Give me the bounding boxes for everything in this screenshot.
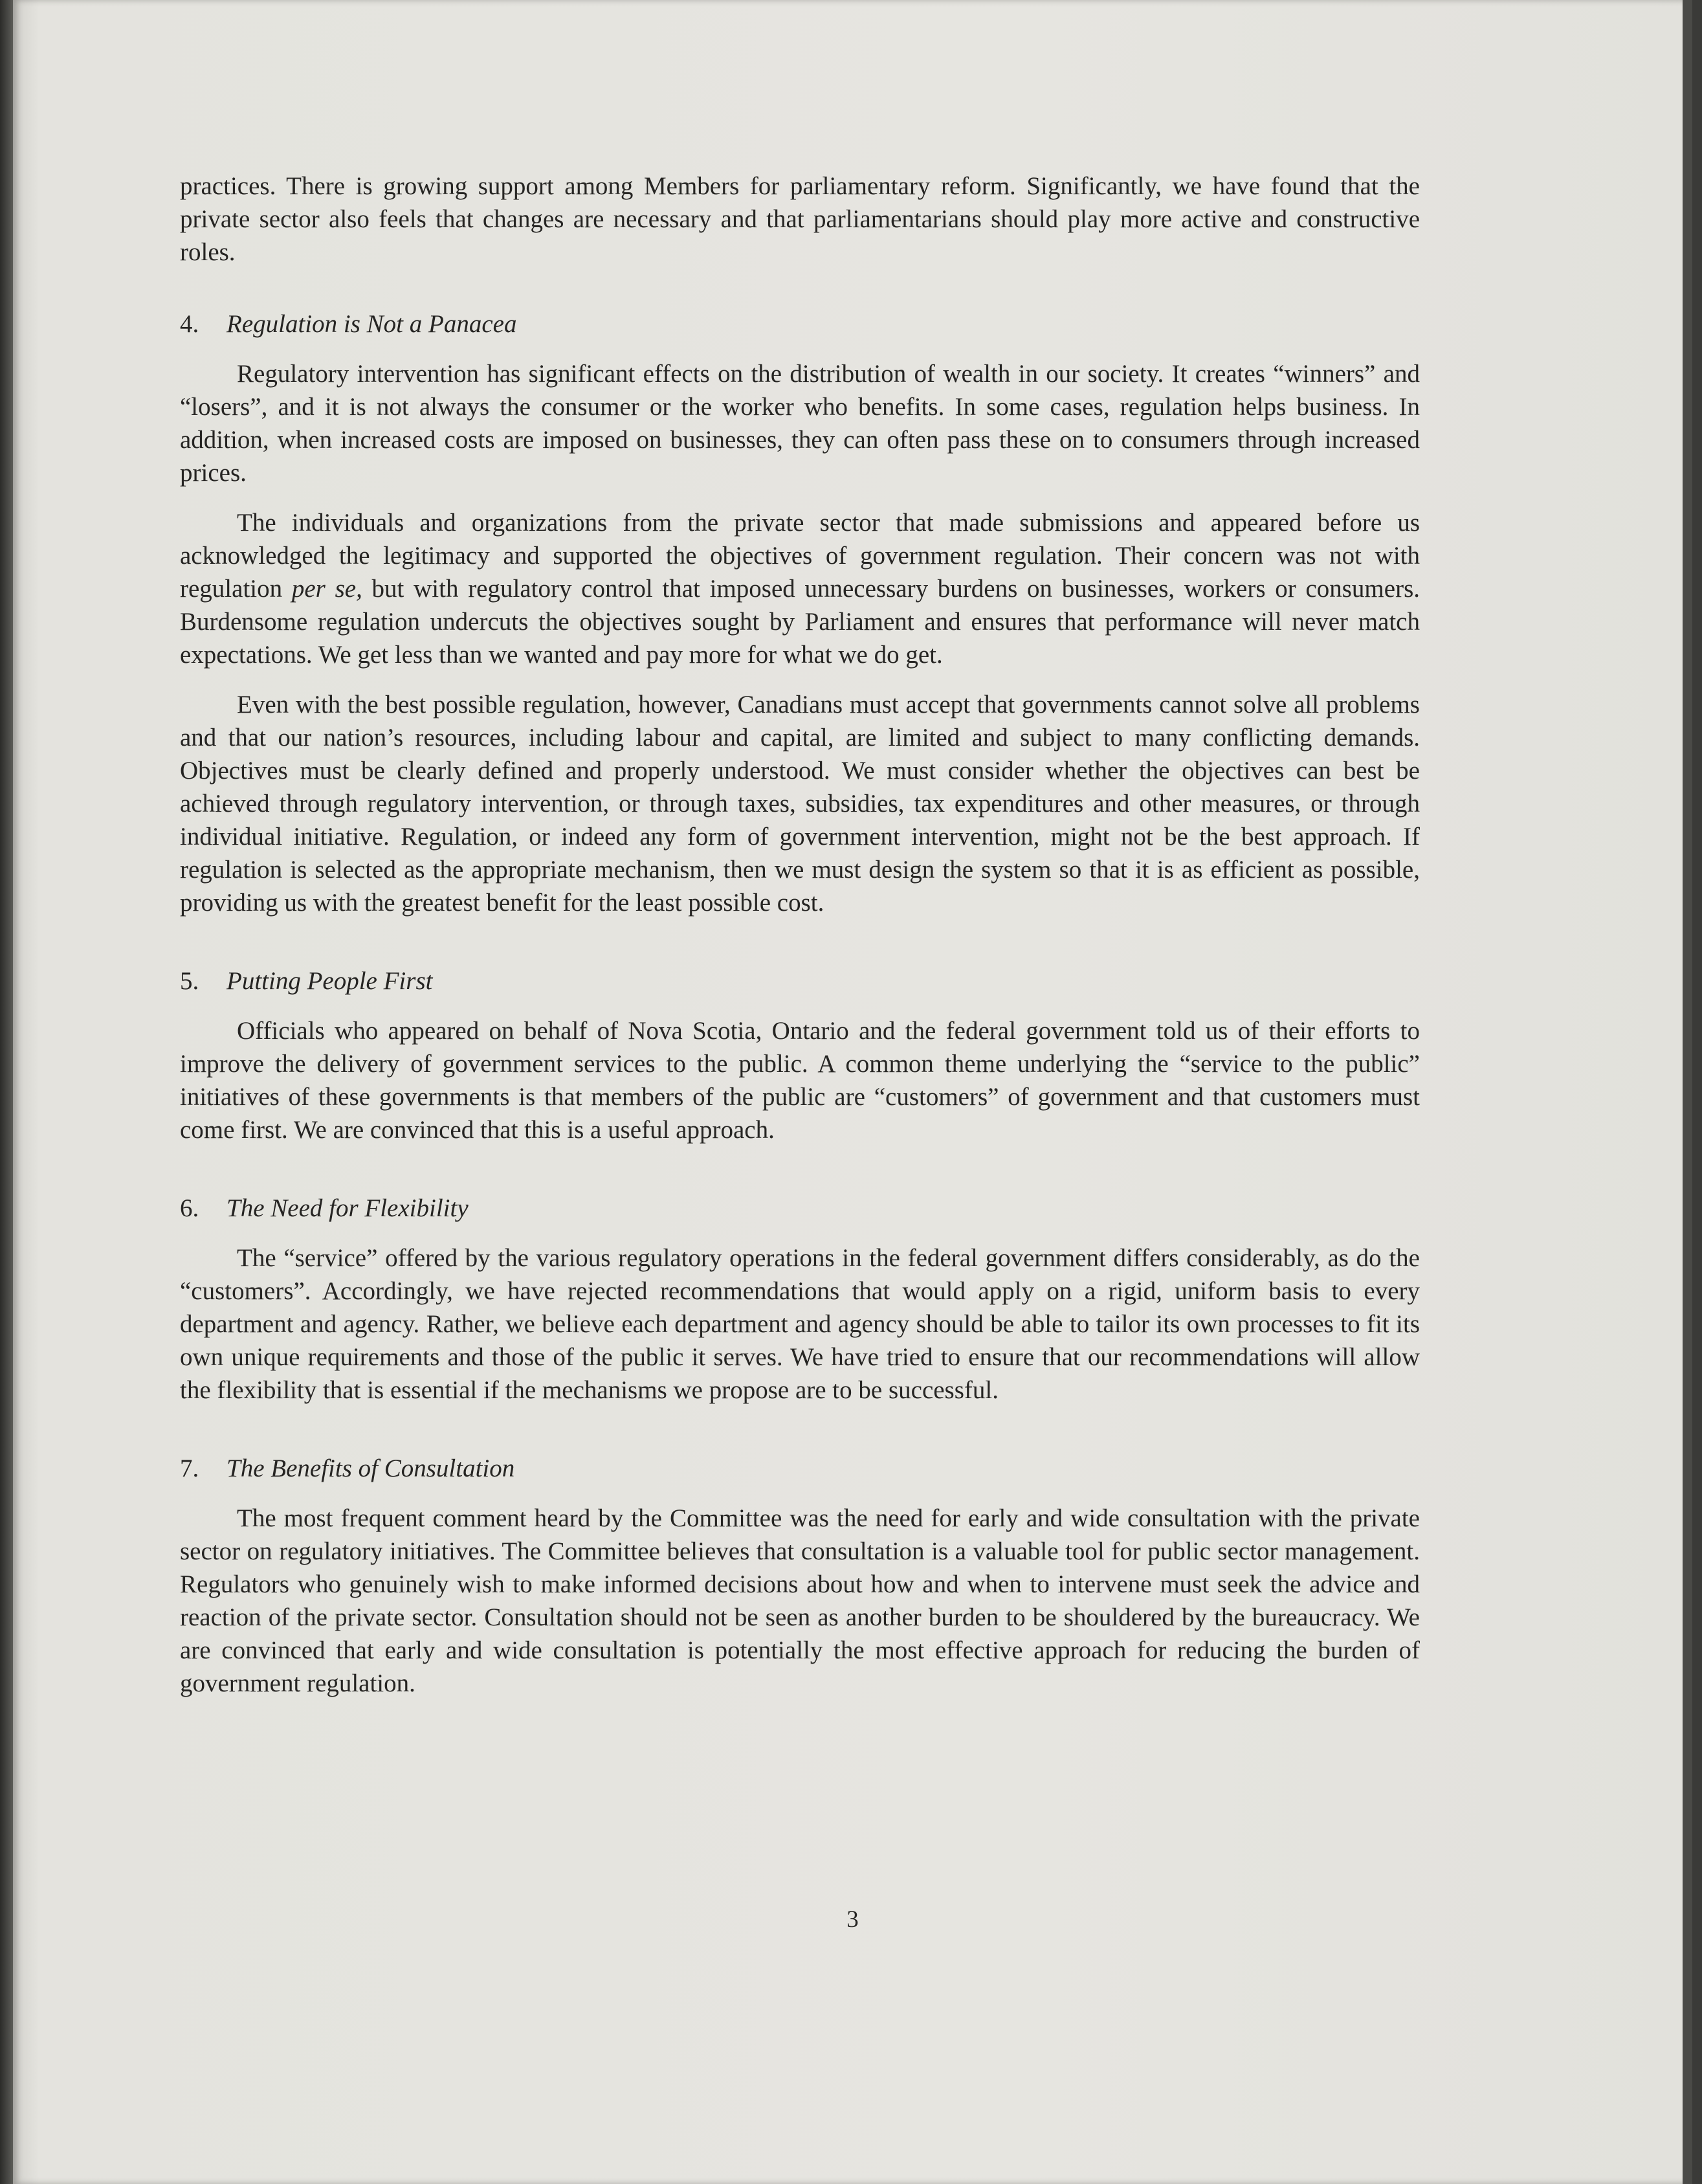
section-title: Regulation is Not a Panacea [227, 310, 517, 338]
paragraph-text: but with regulatory control that imposed unnecessary burdens on businesses, workers or consumers. Burdensome regulation undercuts the objectives sought by Parliament and ensures that performance will never match expectations. We get less than we wanted and pay more for what we do get. [180, 575, 1420, 669]
section-title: Putting People First [227, 967, 433, 995]
section-heading-5 [180, 964, 1420, 997]
section-title: The Need for Flexibility [227, 1194, 469, 1222]
section-6-paragraph-1: The “service” offered by the various regulatory operations in the federal government differs considerably, as do the “customers”. Accordingly, we have rejected recommendations that would apply on a rigid, uniform basis to every department and agency. Rather, we believe each department and agency should be able to tailor its own processes to fit its own unique requirements and those of the public it serves. We have tried to ensure that our recommendations will allow the flexibility that is essential if the mechanisms we propose are to be successful. [180, 1244, 1420, 1404]
page-edge [1683, 0, 1692, 2184]
section-number: 7. [180, 1454, 199, 1482]
section-4-paragraph-3: Even with the best possible regulation, however, Canadians must accept that governments cannot solve all problems and that our nation’s resources, including labour and capital, are limited and subject to many conflicting demands. Objectives must be clearly defined and properly understood. We must consider whether the objectives can best be achieved through regulatory intervention, or through taxes, subsidies, tax expenditures and other measures, or through individual initiative. Regulation, or indeed any form of government intervention, might not be the best approach. If regulation is selected as the appropriate mechanism, then we must design the system so that it is as efficient as possible, providing us with the greatest benefit for the least possible cost. [180, 691, 1420, 917]
paragraph-text: The individuals and organizations from the private sector that made submissions and appeared before us acknowledged the legitimacy and supported the objectives of government regulation. Their concern was not with regulation [180, 509, 1420, 603]
section-4-paragraph-1: Regulatory intervention has significant effects on the distribution of wealth in our society. It creates “winners” and “losers”, and it is not always the consumer or the worker who benefits. In some cases, regulation helps business. In addition, when increased costs are imposed on businesses, they can often pass these on to consumers through increased prices. [180, 360, 1420, 487]
section-7-paragraph-1: The most frequent comment heard by the Committee was the need for early and wide consultation with the private sector on regulatory initiatives. The Committee believes that consultation is a valuable tool for public sector management. Regulators who genuinely wish to make informed decisions about how and when to intervene must seek the advice and reaction of the private sector. Consultation should not be seen as another burden to be shouldered by the bureaucracy. We are convinced that early and wide consultation is potentially the most effective approach for reducing the burden of government regulation. [180, 1504, 1420, 1697]
latin-phrase: per se, [291, 575, 362, 603]
section-heading-7 [180, 1452, 1420, 1485]
document-page [13, 0, 1692, 2184]
section-number: 4. [180, 310, 199, 338]
section-heading-4 [180, 307, 1420, 340]
section-heading-6 [180, 1192, 1420, 1225]
section-4-paragraph-2 [180, 506, 1420, 671]
binding-edge [0, 0, 13, 2184]
section-5-paragraph-1: Officials who appeared on behalf of Nova Scotia, Ontario and the federal government told us of their efforts to improve the delivery of government services to the public. A common theme underlying the “service to the public” initiatives of these governments is that members of the public are “customers” of government and that customers must come first. We are convinced that this is a useful approach. [180, 1017, 1420, 1144]
intro-paragraph: practices. There is growing support among Members for parliamentary reform. Significantly, we have found that the private sector also feels that changes are necessary and that parliamentarians should play more active and constructive roles. [180, 172, 1420, 266]
section-number: 6. [180, 1194, 199, 1222]
page-body [180, 170, 1420, 1717]
section-title: The Benefits of Consultation [227, 1454, 515, 1482]
page-number: 3 [846, 1906, 859, 1933]
section-number: 5. [180, 967, 199, 995]
